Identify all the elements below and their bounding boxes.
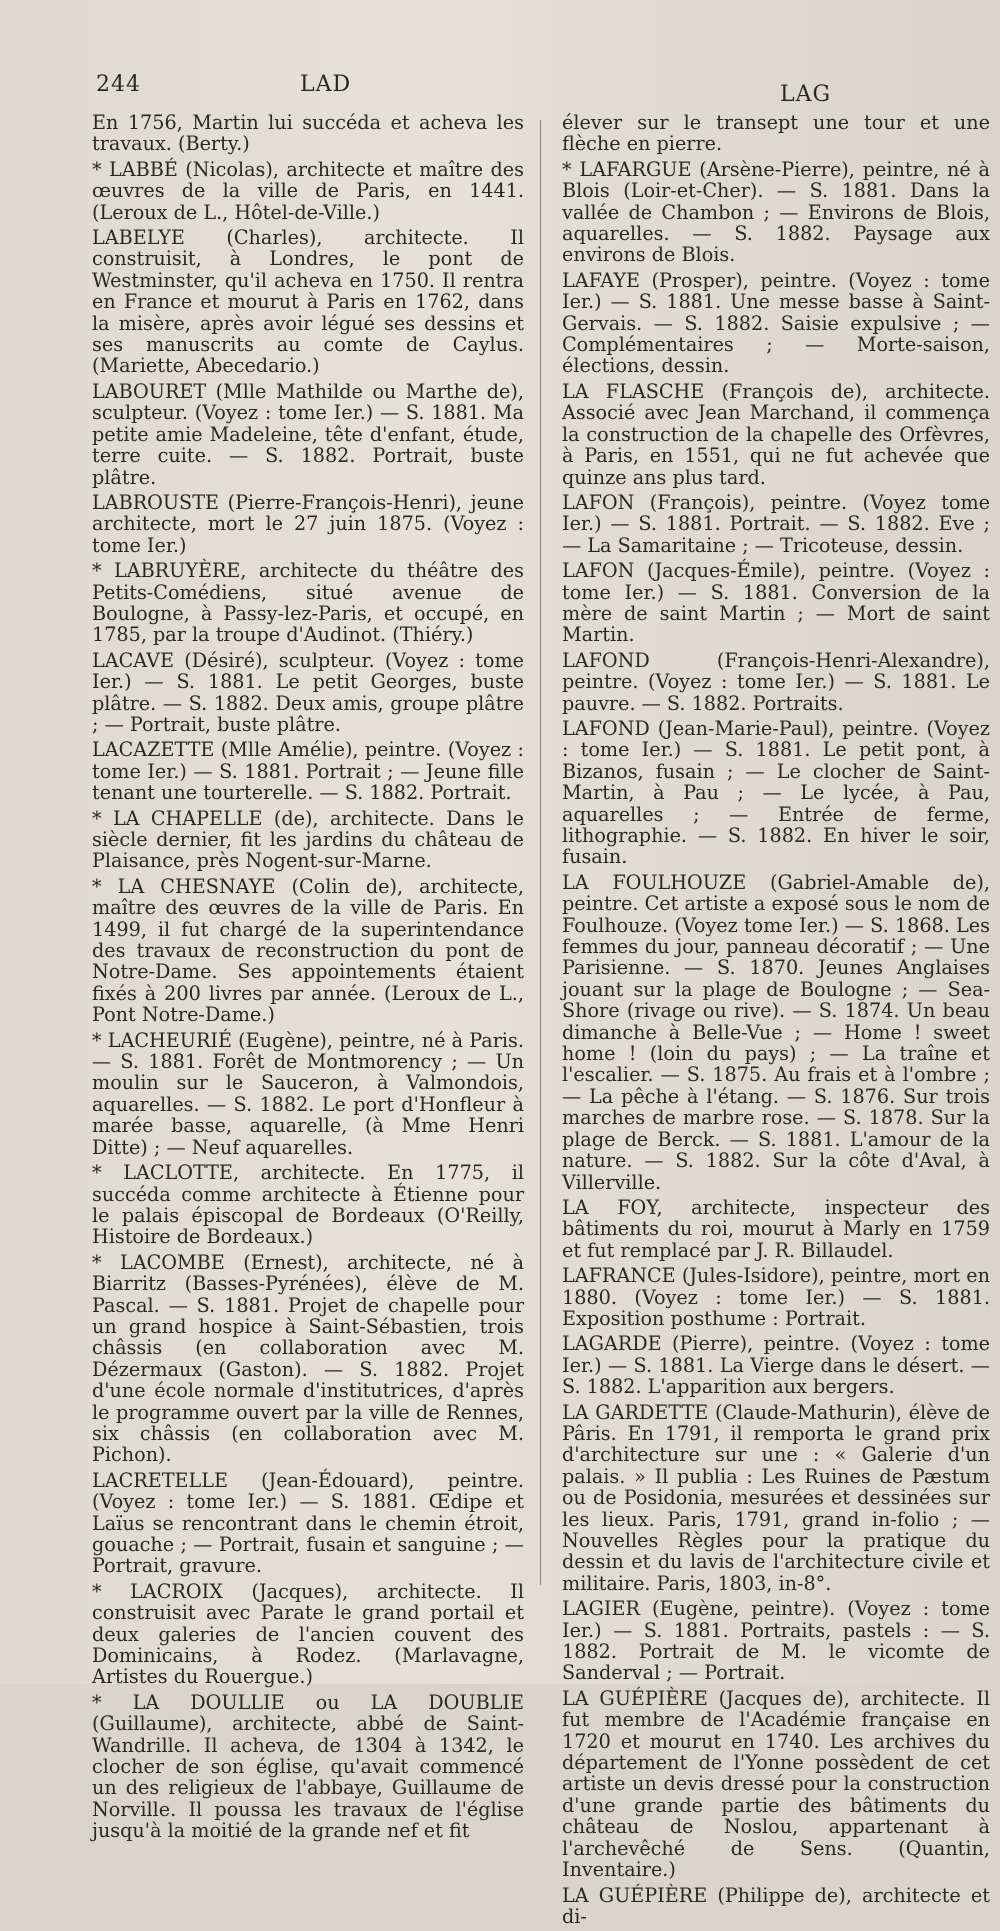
- dictionary-entry: * LABRUYÈRE, architecte du théâtre des Petits-Comédiens, situé avenue de Boulogne, à Passy-lez-Paris, et occupé, en 1785, par la troupe d'Audinot. (Thiéry.): [92, 559, 524, 647]
- running-head-right: LAG: [780, 82, 832, 107]
- dictionary-entry: LA GUÉPIÈRE (Jacques de), architecte. Il fut membre de l'Académie française en 1720 et mourut en 1740. Les archives du département de l'Yonne possèdent de cet artiste un devis dressé pour la construction d'une grande partie des bâtiments du château de Noslou, appartenant à l'archevêché de Sens. (Quantin, Inventaire.): [562, 1686, 990, 1882]
- dictionary-entry: * LACHEURIÉ (Eugène), peintre, né à Paris. — S. 1881. Forêt de Montmorency ; — Un moulin sur le Sauceron, à Valmondois, aquarelles. — S. 1882. Le port d'Honfleur à marée basse, aquarelle, (à Mme Henri Ditte) ; — Neuf aquarelles.: [92, 1028, 524, 1159]
- right-column: [562, 112, 990, 1931]
- running-head-left: LAD: [300, 72, 352, 97]
- dictionary-entry: LA GARDETTE (Claude-Mathurin), élève de Pâris. En 1791, il remporta le grand prix d'architecture sur une : « Galerie d'un palais. » Il publia : Les Ruines de Pæstum ou de Posidonia, mesurées et dessinées sur les lieux. Paris, 1791, grand in-folio ; — Nouvelles Règles pour la pratique du dessin et du lavis de l'architecture civile et militaire. Paris, 1803, in-8°.: [562, 1400, 990, 1595]
- dictionary-entry: LAGARDE (Pierre), peintre. (Voyez : tome Ier.) — S. 1881. La Vierge dans le désert. — S. 1882. L'apparition aux bergers.: [562, 1332, 990, 1399]
- dictionary-entry: LA FLASCHE (François de), architecte. Associé avec Jean Marchand, il commença la construction de la chapelle des Orfèvres, à Paris, en 1551, qui ne fut achevée que quinze ans plus tard.: [562, 379, 990, 489]
- dictionary-entry: * LA CHAPELLE (de), architecte. Dans le siècle dernier, fit les jardins du château de Plaisance, près Nogent-sur-Marne.: [92, 806, 524, 873]
- dictionary-entry: * LACOMBE (Ernest), architecte, né à Biarritz (Basses-Pyrénées), élève de M. Pascal. — S. 1881. Projet de chapelle pour un grand hospice à Saint-Sébastien, trois châssis (en collaboration avec M. Dézermaux (Gaston). — S. 1882. Projet d'une école normale d'institutrices, d'après le programme ouvert par la ville de Rennes, six châssis (en collaboration avec M. Pichon).: [92, 1250, 524, 1467]
- dictionary-entry: LA FOULHOUZE (Gabriel-Amable de), peintre. Cet artiste a exposé sous le nom de Foulhouze. (Voyez tome Ier.) — S. 1868. Les femmes du jour, panneau décoratif ; — Une Parisienne. — S. 1870. Jeunes Anglaises jouant sur la plage de Boulogne ; — Sea-Shore (rivage ou rive). — S. 1874. Un beau dimanche à Belle-Vue ; — Home ! sweet home ! (loin du pays) ; — La traîne et l'escalier. — S. 1875. Au frais et à l'ombre ; — La pêche à l'étang. — S. 1876. Sur trois marches de marbre rose. — S. 1878. Sur la plage de Berck. — S. 1881. L'amour de la nature. — S. 1882. Sur la côte d'Aval, à Villerville.: [562, 870, 990, 1194]
- dictionary-entry: * LA DOULLIE ou LA DOUBLIE (Guillaume), architecte, abbé de Saint-Wandrille. Il acheva, de 1304 à 1342, le clocher de son église, qu'avait commencé un des religieux de l'abbaye, Guillaume de Norville. Il poussa les travaux de l'église jusqu'à la moitié de la grande nef et fit: [92, 1690, 524, 1843]
- dictionary-entry: LABROUSTE (Pierre-François-Henri), jeune architecte, mort le 27 juin 1875. (Voyez : tome Ier.): [92, 490, 524, 557]
- column-divider: [540, 120, 541, 1585]
- dictionary-entry: LAFOND (Jean-Marie-Paul), peintre. (Voyez : tome Ier.) — S. 1881. Le petit pont, à Bizanos, fusain ; — Le clocher de Saint-Martin, à Pau ; — Le lycée, à Pau, aquarelles ; — Entrée de ferme, lithographie. — S. 1882. En hiver le soir, fusain.: [562, 716, 990, 869]
- dictionary-entry: LACAVE (Désiré), sculpteur. (Voyez : tome Ier.) — S. 1881. Le petit Georges, buste plâtre. — S. 1882. Deux amis, groupe plâtre ; — Portrait, buste plâtre.: [92, 648, 524, 736]
- dictionary-entry: En 1756, Martin lui succéda et acheva les travaux. (Berty.): [92, 111, 524, 156]
- dictionary-entry: LAFON (François), peintre. (Voyez tome Ier.) — S. 1881. Portrait. — S. 1882. Eve ; — La Samaritaine ; — Tricoteuse, dessin.: [562, 490, 990, 557]
- page-number: 244: [96, 72, 141, 97]
- dictionary-entry: LACAZETTE (Mlle Amélie), peintre. (Voyez : tome Ier.) — S. 1881. Portrait ; — Jeune fille tenant une tourterelle. — S. 1882. Portrait.: [92, 738, 524, 805]
- dictionary-entry: LABOURET (Mlle Mathilde ou Marthe de), sculpteur. (Voyez : tome Ier.) — S. 1881. Ma petite amie Madeleine, tête d'enfant, étude, terre cuite. — S. 1882. Portrait, buste plâtre.: [92, 379, 524, 489]
- dictionary-entry: LAFRANCE (Jules-Isidore), peintre, mort en 1880. (Voyez : tome Ier.) — S. 1881. Exposition posthume : Portrait.: [562, 1264, 990, 1330]
- dictionary-entry: LA GUÉPIÈRE (Philippe de), architecte et di-: [562, 1883, 990, 1928]
- dictionary-entry: * LACLOTTE, architecte. En 1775, il succéda comme architecte à Étienne pour le palais épiscopal de Bordeaux (O'Reilly, Histoire de Bordeaux.): [92, 1161, 524, 1249]
- page-header: [0, 72, 1000, 112]
- dictionary-entry: LAFON (Jacques-Émile), peintre. (Voyez : tome Ier.) — S. 1881. Conversion de la mère de saint Martin ; — Mort de saint Martin.: [562, 559, 990, 647]
- dictionary-entry: LAFOND (François-Henri-Alexandre), peintre. (Voyez : tome Ier.) — S. 1881. Le pauvre. — S. 1882. Portraits.: [562, 648, 990, 715]
- dictionary-entry: LA FOY, architecte, inspecteur des bâtiments du roi, mourut à Marly en 1759 et fut remplacé par J. R. Billaudel.: [562, 1195, 990, 1262]
- left-column: [92, 112, 524, 1846]
- dictionary-entry: * LACROIX (Jacques), architecte. Il construisit avec Parate le grand portail et deux galeries de l'ancien couvent des Dominicains, à Rodez. (Marlavagne, Artistes du Rouergue.): [92, 1579, 524, 1689]
- dictionary-entry: LABELYE (Charles), architecte. Il construisit, à Londres, le pont de Westminster, qu'il acheva en 1750. Il rentra en France et mourut à Paris en 1762, dans la misère, après avoir légué ses dessins et ses manuscrits au comte de Caylus. (Mariette, Abecedario.): [92, 226, 524, 378]
- dictionary-entry: LACRETELLE (Jean-Édouard), peintre. (Voyez : tome Ier.) — S. 1881. Œdipe et Laïus se rencontrant dans le chemin étroit, gouache ; — Portrait, fusain et sanguine ; — Portrait, gravure.: [92, 1468, 524, 1578]
- dictionary-entry: * LAFARGUE (Arsène-Pierre), peintre, né à Blois (Loir-et-Cher). — S. 1881. Dans la vallée de Chambon ; — Environs de Blois, aquarelles. — S. 1882. Paysage aux environs de Blois.: [562, 157, 990, 267]
- dictionary-entry: LAFAYE (Prosper), peintre. (Voyez : tome Ier.) — S. 1881. Une messe basse à Saint-Gervais. — S. 1882. Saisie expulsive ; — Complémentaires ; — Morte-saison, élections, dessin.: [562, 268, 990, 378]
- dictionary-entry: LAGIER (Eugène, peintre). (Voyez : tome Ier.) — S. 1881. Portraits, pastels : — S. 1882. Portrait de M. le vicomte de Sanderval ; — Portrait.: [562, 1597, 990, 1685]
- dictionary-entry: élever sur le transept une tour et une flèche en pierre.: [562, 111, 990, 156]
- dictionary-entry: * LA CHESNAYE (Colin de), architecte, maître des œuvres de la ville de Paris. En 1499, il fut chargé de la superintendance des travaux de reconstruction du pont de Notre-Dame. Ses appointements étaient fixés à 200 livres par année. (Leroux de L., Pont Notre-Dame.): [92, 874, 524, 1027]
- dictionary-entry: * LABBÉ (Nicolas), architecte et maître des œuvres de la ville de Paris, en 1441. (Leroux de L., Hôtel-de-Ville.): [92, 157, 524, 224]
